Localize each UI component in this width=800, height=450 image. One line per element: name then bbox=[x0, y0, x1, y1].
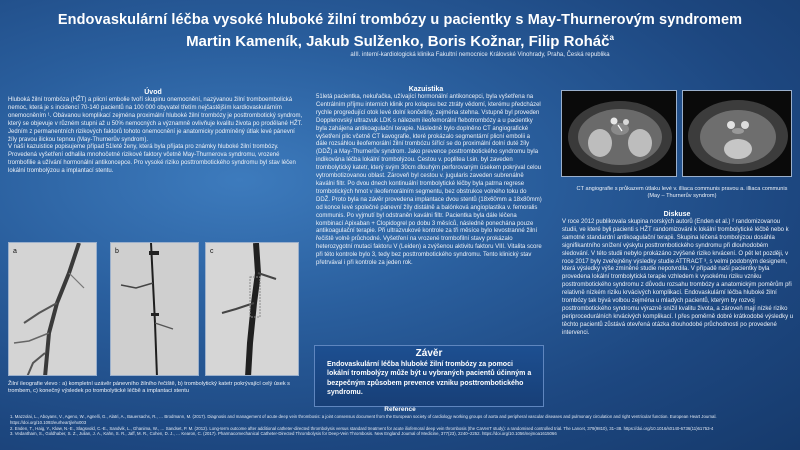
kazuistika-text: 51letá pacientka, nekuřačka, užívající hormonální antikoncepci, byla vyšetřena na Centrálním příjmu internich klinik pro kolapsu bez ztráty vědomí, kterému předcházel rychle progredující otok levé dolní končetiny, zejména stehna. Vstupně byl proveden Dopplerovský ultrazvuk LDK s nálezem ileofemorální flebotrombózy a u pacientky byla zahájena antikoagulační terapie. Následně bylo doplněno CT angiografické vyšetření plic včetně CT kavografie, které prokázalo segmentární plicní embolii a dále rozsáhlou ileofemorální žilní trombózu šířící se do proximální dolní duté žíly (DDŽ) a May-Thurnerův syndrom. Jako prevence posttrombotického syndromu byla indikována léčba lokální trombolýzou. Cestou v. popliteа l.sin. byl zaveden trombolytický katetr, který svým 30cm dlouhým perforovaným úsekem pokrýval celou vytrombotizovanou oblast. Zároveň byl cestou v. jugularis zaveden subrenálně kaválni filtr. Po dvou dnech kontinuální trombolytické léčby byla patrna regrese trombotických hmot v ileofemorálním segmentu, bez obstrukce volného toku do DDŽ. Proto byla na závěr provedena implantace dvou stentů (18x60mm a 18x80mm) od konce levé společné pánevní žíly distálně a balónková angioplastika v. femoralis communis. Po vyjmutí byl odstraněn kaválni filtr. Pacientka byla dále léčena kombinací Apixaban + Clopidogrel po dobu 3 měsíců, následně ponechána pouze antikoagulační terapie. Při ultrazvukové kontrole za tři měsíce bylo levostranné žilní řečiště volně průchodné. Vyšetření na vrozené trombofilní stavy prokázalo heterozygotní mutaci faktoru V (Leiden) a zvýšenou aktivitu faktoru VIII. Vitalita score při této kontrole bylo 3, tedy bez posttrombotického syndromu. Tento klinický stav přetrvával i při kontrole za jeden rok. bbox=[316, 94, 542, 267]
poster-authors bbox=[0, 33, 800, 50]
venography-image-a bbox=[8, 242, 97, 376]
venography-image-b bbox=[110, 242, 199, 376]
diskuse-heading: Diskuse bbox=[663, 211, 691, 218]
reference-heading: Reference bbox=[384, 406, 416, 413]
svg-text:c: c bbox=[210, 248, 214, 255]
svg-text:b: b bbox=[115, 248, 119, 255]
reference-item: 2. Enden, T., Haig, Y., Kløw, N.-E., Slagsvold, C.-E., Sandvik, L., Ghanima, W., … Sandset, P. M. (2012). Long-term outcome after additional catheter-directed thrombolysis versus standard treatment for acute iliofemoral deep vein thrombosis (the CaVenT study): a randomised controlled trial. The Lancet, 379(9810), 31–38. https://doi.org/10.1016/s0140-6736(11)61753-4 bbox=[10, 425, 714, 431]
svg-text:a: a bbox=[13, 248, 17, 255]
ct-angiography-image-1 bbox=[561, 90, 677, 177]
uvod-text: Hluboká žilní trombóza (HŽT) a plicní embolie tvoří skupinu onemocnění, nazývanou žilní tromboembolická nemoc, která je s incidencí 70-140 pacientů na 100 000 obyvatel třetím nejčastějším kardiovaskulárním onemocněním ¹. Obávanou komplikací zejména proximální hluboké žilní trombózy je posttrombotický syndrom, který se objevuje v různém stupni až u 50% nemocných a významně ovlivňuje kvalitu života po prodělané HŽT. Jedním z permanentních rizikových faktorů tohoto onemocnění je anatomicky podmíněný útlak levé pánevní žíly pravou ilickou tepnou (May-Thurnerův syndrom). V naší kazuistice popisujeme případ 51leté ženy, která byla přijata pro známky hluboké žilní trombózy. Provedená vyšetření odhalila mnohočetné rizikové faktory včetně May-Thurnerova syndromu, vrozené trombofilie a užívání hormonální antikoncepce. Pro vysoké riziko posttrombotického syndromu byl stav léčen lokální trombolýzou a implantací stentu. bbox=[8, 97, 303, 175]
affiliation: aIII. interní-kardiologická klinika Fakultní nemocnice Královské Vinohrady, Praha, Česká republika bbox=[350, 52, 610, 58]
venography-image-c bbox=[205, 242, 299, 376]
poster-title: Endovaskulární léčba vysoké hluboké žilní trombózy u pacientky s May-Thurnerovým syndromem bbox=[57, 12, 743, 28]
uvod-heading: Úvod bbox=[144, 89, 162, 96]
zaver-heading: Závěr bbox=[415, 348, 443, 359]
left-figure-caption: Žilní ileografie vlevo : a) kompletní uzávěr pánevního žilního řečiště, b) trombolytický katetr pokrývající celý úsek s trombem, c) konečný výsledek po trombolytické léčbě a implantaci stentu bbox=[8, 381, 290, 395]
zaver-text: Endovaskulární léčba hluboké žilní trombózy za pomoci lokální trombolýzy může být u vybraných pacientů účinným a bezpečným způsobem prevence vzniku posttrombotického syndromu. bbox=[327, 361, 532, 397]
ct-angiography-image-2 bbox=[682, 90, 792, 177]
authors-names: Martin Kameník, Jakub Sulženko, Boris Kožnar, Filip Roháč bbox=[186, 33, 610, 50]
diskuse-text: V roce 2012 publikovala skupina norských autorů (Enden et al.) ² randomizovanou studii, ve které byli pacienti s HŽT randomizováni k lokální trombolytické léčbě nebo k samotné standardní antikoagulační terapii. Skupina léčená trombolýzou dosáhla signifikantního snížení výskytu posttrombotického syndromu při dlouhodobém sledování. V této studii nebylo prokázáno zvýšené riziko krvácení. O pět let později, v roce 2017 byly zveřejněny výsledky studie ATTRACT ³, s velmi podobným designem, která výsledky výše zmíněné studie nepotvrdila. V případě naší pacientky byla provedena lokální trombolytická terapie vzhledem k vysokému riziku vzniku posttrombotického syndromu z důvodu rozsahu trombózy a anatomickým poměrům při relativně nízkém riziku krvácivých komplikací. Endovaskulární léčba hluboké žilní trombózy tak bývá volbou zejména u mladých pacientů, kterým by rozvoj posttrombotického syndromu výrazně snížil kvalitu života, a zároveň mají nízké riziko periprocedurálních krvácivých komplikací. I přes poměrně dobré krátkodobé výsledky u těchto pacientů zůstává otevřená otázka dlouhodobé průchodnosti po provedené intervenci. bbox=[562, 219, 794, 336]
authors-superscript: a bbox=[609, 33, 614, 42]
zaver-box bbox=[314, 345, 544, 407]
reference-list bbox=[10, 414, 790, 437]
reference-item: 3. Vedantham, S., Goldhaber, S. Z., Julian, J. A., Kahn, S. R., Jaff, M. R., Cohen, D. J., … Kearon, C. (2017). Pharmacomechanical Catheter-Directed Thrombolysis for Deep-Vein Thrombosis. New England Journal of Medicine, 377(23), 2240–2252. https://doi.org/10.1056/nejmoa1615066 bbox=[10, 431, 557, 437]
reference-item: 1. Mazzolai, L., Aboyans, V., Ageno, W., Agnelli, G., Alatri, A., Bauersachs, R., … Brodmann, M. (2017). Diagnosis and management of acute deep vein thrombosis: a joint consensus document from the European society of cardiology working groups of aorta and peripheral vascular diseases and pulmonary circulation and right ventricular function. European Heart Journal. https://doi.org/10.1093/eurheartj/ehx003 bbox=[10, 414, 717, 425]
kazuistika-heading: Kazuistika bbox=[408, 86, 444, 93]
right-figure-caption: CT angiografie s průkazem útlaku levé v. illiaca communis pravou a. illiaca communis (May – Thurnerův syndrom) bbox=[576, 186, 788, 200]
